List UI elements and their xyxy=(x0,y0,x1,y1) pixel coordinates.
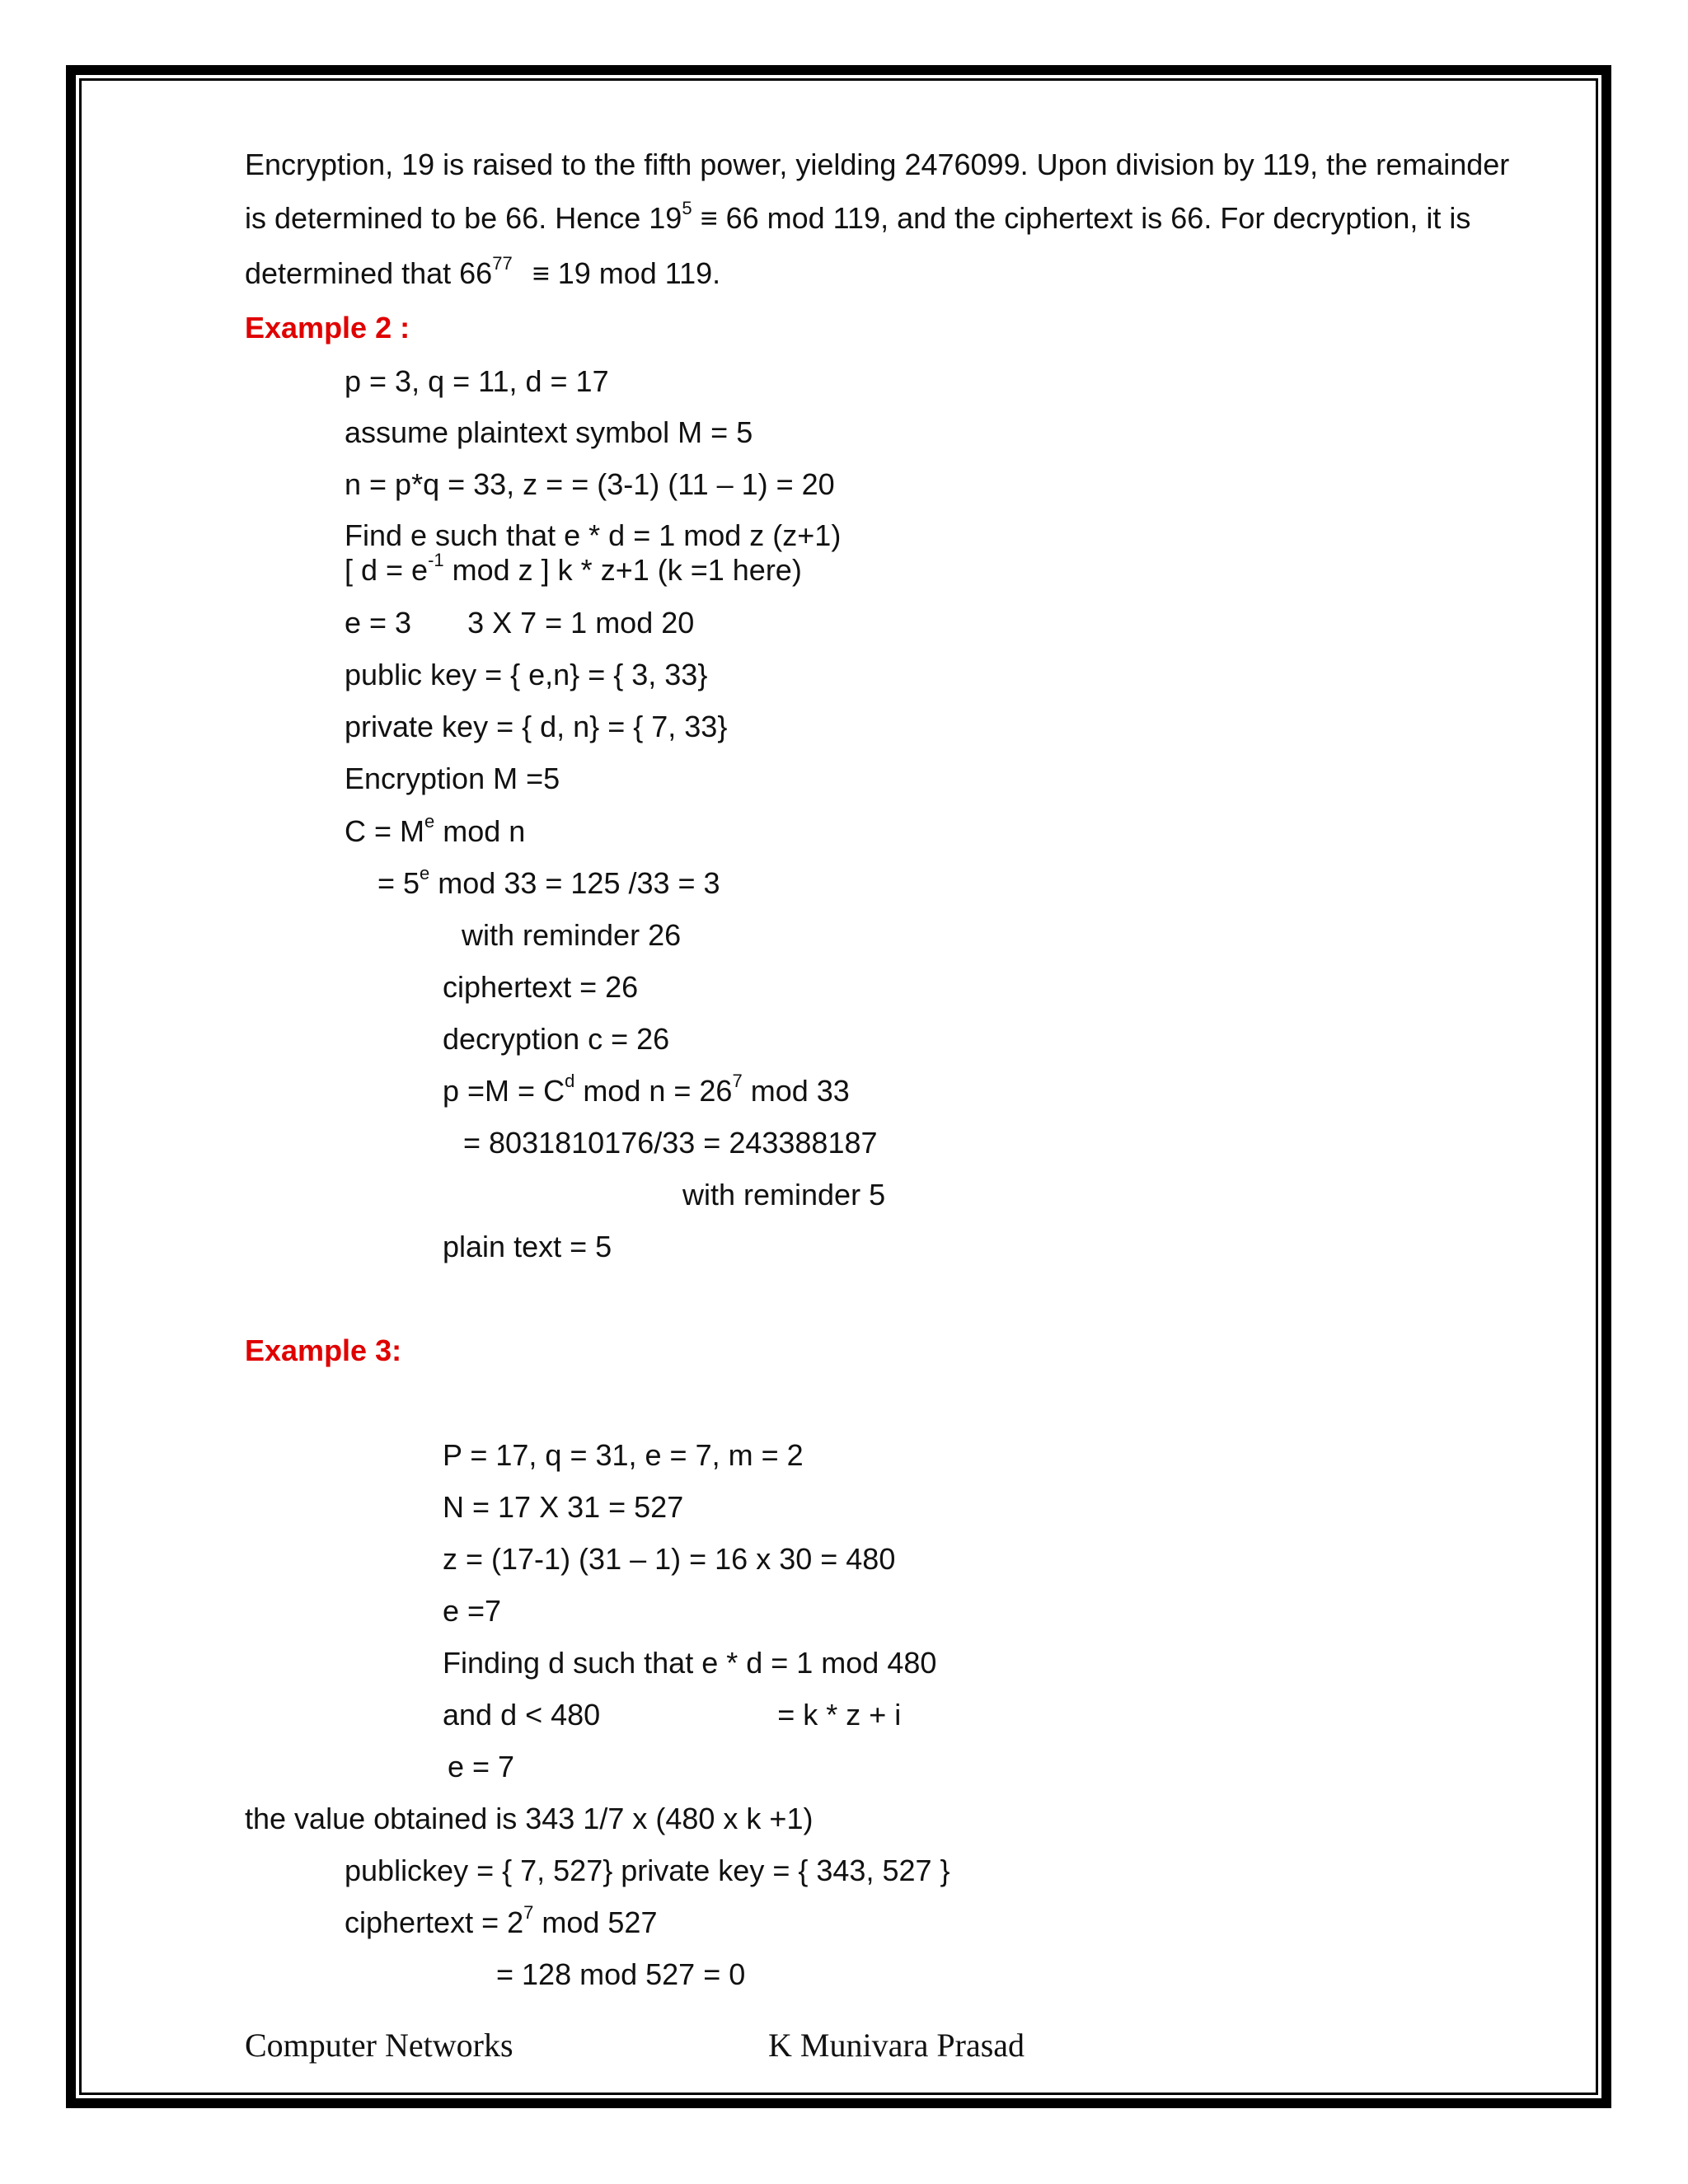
intro-line-2: is determined to be 66. Hence $19^5 \equiv 66$ mod 119, and the ciphertext is 66. For decryption, it is xyxy=(245,198,1471,235)
ex3-line-2: N = 17 X 31 = 527 xyxy=(443,1490,684,1524)
ex3-line-7: e = 7 xyxy=(448,1750,515,1783)
intro-line-3: determined that $66^{77} \equiv 19$ mod 119. xyxy=(245,253,721,290)
ex2-line-2: assume plaintext symbol M = 5 xyxy=(345,415,753,449)
ex2-line-3: n = p*q = 33, z = = (3-1) (11 – 1) = 20 xyxy=(345,467,835,501)
ex2-line-15: $p =M = C^d$ mod $n = 26^7$ mod 33 xyxy=(443,1071,850,1108)
ex2-line-1: p = 3, q = 11, d = 17 xyxy=(345,364,609,398)
ex2-line-18: plain text = 5 xyxy=(443,1230,612,1263)
ex2-line-13: ciphertext = 26 xyxy=(443,970,639,1004)
footer-title: Computer Networks xyxy=(245,2027,513,2064)
ex3-line-3: z = (17-1) (31 – 1) = 16 x 30 = 480 xyxy=(443,1542,896,1576)
ex3-line-10: ciphertext = $2^7$ mod 527 xyxy=(345,1902,658,1939)
example-3-heading: Example 3: xyxy=(245,1333,402,1367)
example-2-heading: Example 2 : xyxy=(245,311,410,344)
intro-line-1: Encryption, 19 is raised to the fifth power, yielding 2476099. Upon division by 119, the remainder xyxy=(245,148,1510,181)
ex2-line-12: with reminder 26 xyxy=(462,918,682,952)
ex2-line-16: = 8031810176/33 = 243388187 xyxy=(463,1126,878,1160)
ex2-line-8: private key = { d, n} = { 7, 33} xyxy=(345,710,728,743)
ex2-line-17: with reminder 5 xyxy=(682,1178,886,1212)
ex3-line-6: and d < 480 = k * z + i xyxy=(443,1698,902,1732)
ex2-line-5: [ $d = e^{-1}$ mod z ] k * z+1 (k =1 here) xyxy=(345,550,802,587)
ex2-line-4: Find e such that e * d = 1 mod z (z+1) xyxy=(345,518,842,552)
ex2-line-14: decryption c = 26 xyxy=(443,1022,670,1056)
ex2-line-10: $C = M^e$ mod n xyxy=(345,811,526,848)
ex2-line-6: e = 3 3 X 7 = 1 mod 20 xyxy=(345,606,695,640)
ex3-line-11: = 128 mod 527 = 0 xyxy=(496,1957,746,1991)
ex2-line-11: = $5^e$ mod 33 = 125 /33 = 3 xyxy=(377,863,720,900)
ex3-line-5: Finding d such that e * d = 1 mod 480 xyxy=(443,1646,937,1680)
ex3-line-8: the value obtained is 343 1/7 x (480 x k +1) xyxy=(245,1802,814,1835)
ex2-line-9: Encryption M =5 xyxy=(345,762,560,795)
ex3-line-9: publickey = { 7, 527} private key = { 343, 527 } xyxy=(345,1854,950,1887)
ex3-line-1: P = 17, q = 31, e = 7, m = 2 xyxy=(443,1438,804,1472)
ex3-line-4: e =7 xyxy=(443,1594,502,1628)
footer-author: K Munivara Prasad xyxy=(768,2027,1025,2064)
ex2-line-7: public key = { e,n} = { 3, 33} xyxy=(345,658,708,691)
